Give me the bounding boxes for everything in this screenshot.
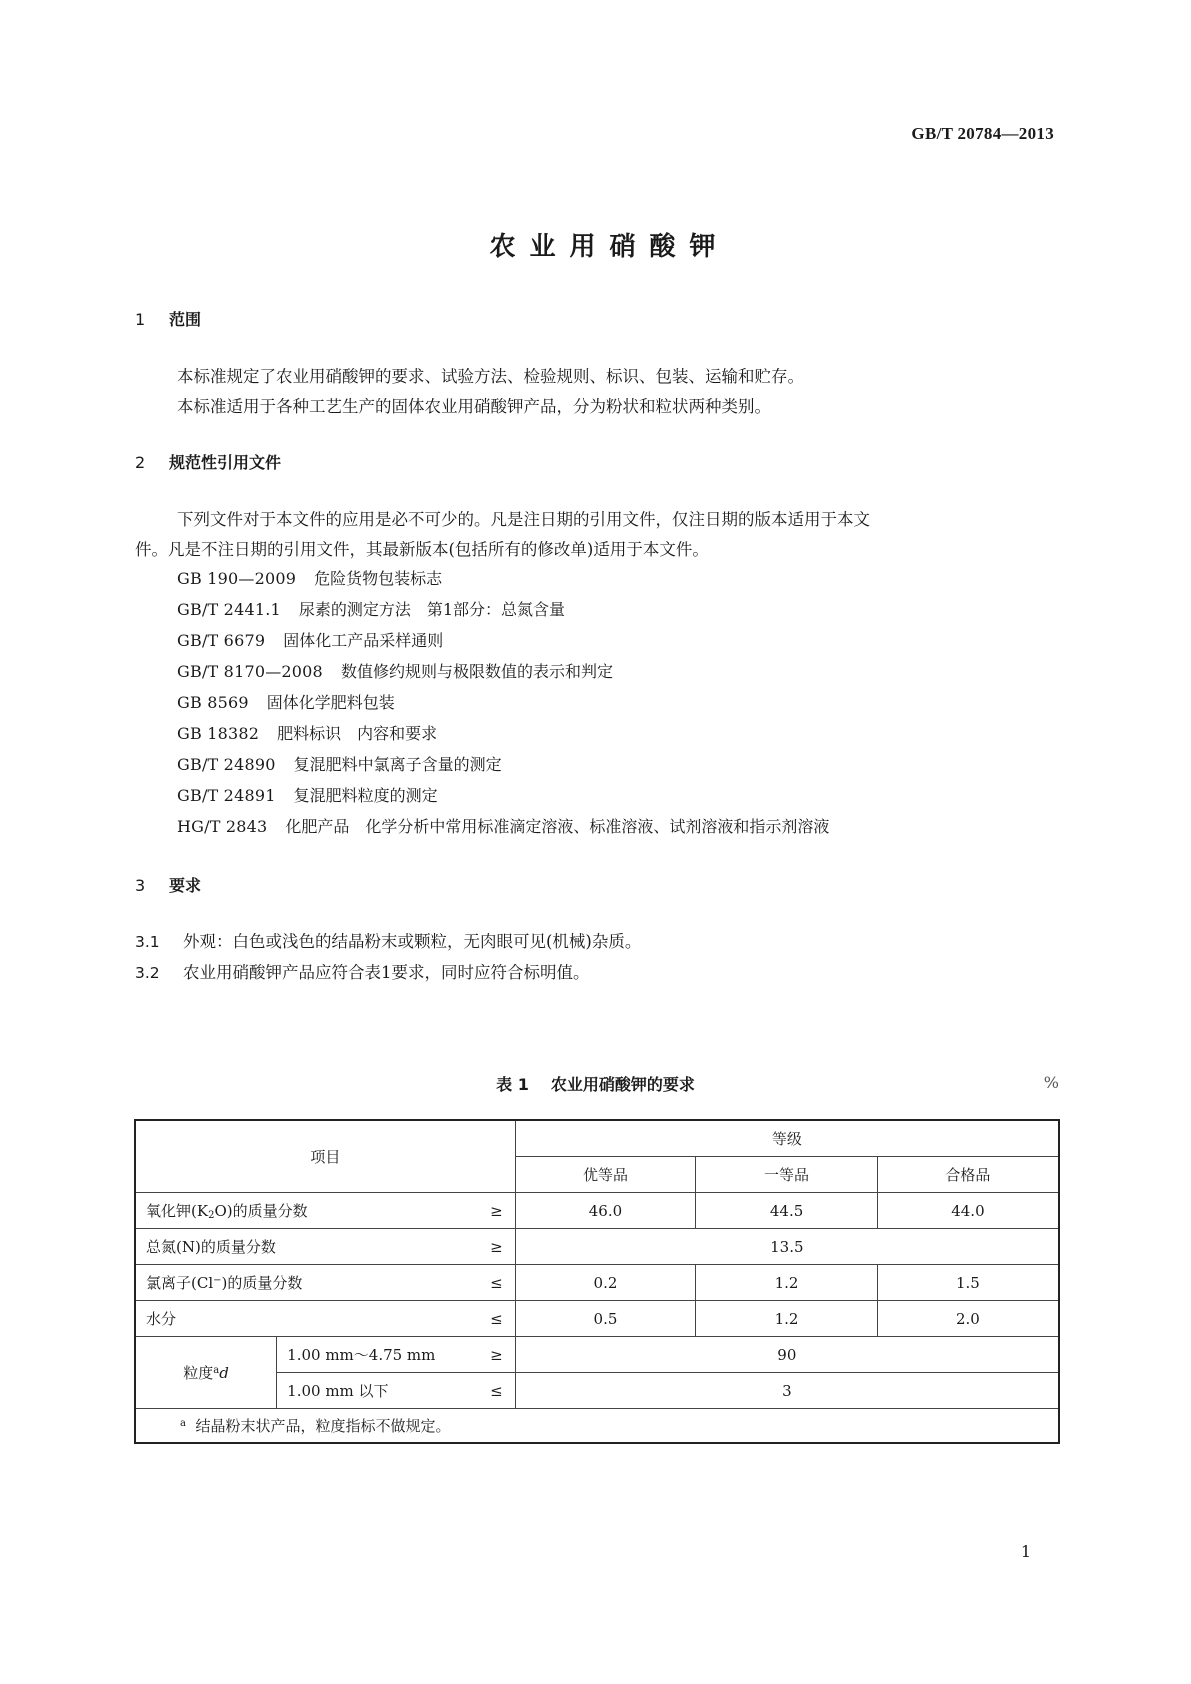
comparison-symbol: ≥ bbox=[470, 1337, 515, 1373]
header-item: 项目 bbox=[135, 1120, 515, 1193]
reference-item bbox=[177, 814, 829, 837]
section-1-heading bbox=[135, 307, 201, 330]
reference-item bbox=[177, 659, 613, 682]
reference-item bbox=[177, 566, 442, 589]
reference-code: HG/T 2843 bbox=[177, 817, 268, 836]
reference-name: 危险货物包装标志 bbox=[314, 569, 443, 588]
table-cell: 90 bbox=[515, 1337, 1059, 1373]
table-row bbox=[135, 1301, 1059, 1337]
table-cell: 44.5 bbox=[696, 1193, 878, 1229]
table-note-row bbox=[135, 1409, 1059, 1444]
section-2-heading bbox=[135, 450, 281, 473]
table-cell: 13.5 bbox=[515, 1229, 1059, 1265]
paragraph: 件。凡是不注日期的引用文件，其最新版本(包括所有的修改单)适用于本文件。 bbox=[135, 540, 709, 559]
table-row bbox=[135, 1193, 1059, 1229]
requirements-table bbox=[134, 1119, 1060, 1444]
sub-row-label: 1.00 mm～4.75 mm bbox=[277, 1337, 471, 1373]
comparison-symbol: ≥ bbox=[470, 1229, 515, 1265]
reference-name: 肥料标识 内容和要求 bbox=[277, 724, 438, 743]
table-header-row bbox=[135, 1120, 1059, 1157]
row-label: 总氮(N)的质量分数 bbox=[135, 1229, 470, 1265]
reference-item bbox=[177, 628, 443, 651]
reference-item bbox=[177, 783, 438, 806]
reference-name: 数值修约规则与极限数值的表示和判定 bbox=[340, 662, 613, 681]
reference-code: GB 18382 bbox=[177, 724, 260, 743]
row-label: 水分 bbox=[135, 1301, 470, 1337]
header-grade-1: 优等品 bbox=[515, 1157, 696, 1193]
table-cell: 1.5 bbox=[877, 1265, 1059, 1301]
comparison-symbol: ≥ bbox=[470, 1193, 515, 1229]
row-label: 粒度$^a$d bbox=[135, 1337, 277, 1409]
section-number: 2 bbox=[135, 453, 146, 472]
reference-name: 化肥产品 化学分析中常用标准滴定溶液、标准溶液、试剂溶液和指示剂溶液 bbox=[285, 817, 830, 836]
reference-item bbox=[177, 690, 395, 713]
paragraph: 本标准适用于各种工艺生产的固体农业用硝酸钾产品，分为粉状和粒状两种类别。 bbox=[177, 397, 771, 416]
table-number: 表 1 bbox=[496, 1075, 529, 1094]
reference-code: GB 8569 bbox=[177, 693, 249, 712]
table-cell: 46.0 bbox=[515, 1193, 696, 1229]
paragraph: 本标准规定了农业用硝酸钾的要求、试验方法、检验规则、标识、包装、运输和贮存。 bbox=[177, 367, 804, 386]
header-grade-3: 合格品 bbox=[877, 1157, 1059, 1193]
table-unit: % bbox=[1043, 1073, 1059, 1092]
paragraph: 下列文件对于本文件的应用是必不可少的。凡是注日期的引用文件，仅注日期的版本适用于本文 bbox=[177, 510, 870, 529]
reference-code: GB/T 2441.1 bbox=[177, 600, 281, 619]
table-row bbox=[135, 1229, 1059, 1265]
table-caption bbox=[0, 1072, 1191, 1095]
clause-3-2 bbox=[135, 959, 590, 983]
standard-code: GB/T 20784—2013 bbox=[911, 124, 1054, 143]
section-title: 范围 bbox=[169, 310, 202, 329]
reference-code: GB 190—2009 bbox=[177, 569, 297, 588]
table-row bbox=[135, 1265, 1059, 1301]
comparison-symbol: ≤ bbox=[470, 1373, 515, 1409]
reference-name: 复混肥料粒度的测定 bbox=[293, 786, 438, 805]
reference-code: GB/T 24890 bbox=[177, 755, 276, 774]
clause-text: 农业用硝酸钾产品应符合表1要求，同时应符合标明值。 bbox=[183, 963, 590, 982]
reference-item bbox=[177, 721, 437, 744]
clause-number: 3.1 bbox=[135, 933, 160, 951]
reference-code: GB/T 8170—2008 bbox=[177, 662, 323, 681]
reference-code: GB/T 24891 bbox=[177, 786, 276, 805]
section-title: 要求 bbox=[169, 876, 202, 895]
comparison-symbol: ≤ bbox=[470, 1301, 515, 1337]
reference-name: 尿素的测定方法 第1部分：总氮含量 bbox=[298, 600, 566, 619]
comparison-symbol: ≤ bbox=[470, 1265, 515, 1301]
header-grade: 等级 bbox=[515, 1120, 1059, 1157]
reference-name: 固体化工产品采样通则 bbox=[283, 631, 444, 650]
clause-3-1 bbox=[135, 928, 641, 952]
section-number: 3 bbox=[135, 876, 146, 895]
table-cell: 1.2 bbox=[696, 1301, 878, 1337]
table-cell: 1.2 bbox=[696, 1265, 878, 1301]
section-number: 1 bbox=[135, 310, 146, 329]
table-cell: 0.5 bbox=[515, 1301, 696, 1337]
reference-item bbox=[177, 597, 565, 620]
row-label: 氧化钾$(K_2O)$的质量分数 bbox=[135, 1193, 470, 1229]
table-cell: 2.0 bbox=[877, 1301, 1059, 1337]
header-grade-2: 一等品 bbox=[696, 1157, 878, 1193]
table-cell: 44.0 bbox=[877, 1193, 1059, 1229]
clause-number: 3.2 bbox=[135, 964, 160, 982]
reference-name: 固体化学肥料包装 bbox=[266, 693, 395, 712]
document-title: 农业用硝酸钾 bbox=[489, 232, 730, 262]
section-3-heading bbox=[135, 873, 201, 896]
table-row bbox=[135, 1337, 1059, 1373]
table-cell: 0.2 bbox=[515, 1265, 696, 1301]
reference-name: 复混肥料中氯离子含量的测定 bbox=[293, 755, 502, 774]
section-title: 规范性引用文件 bbox=[169, 453, 282, 472]
table-footnote: $^a$ 结晶粉末状产品，粒度指标不做规定。 bbox=[135, 1409, 1059, 1444]
table-cell: 3 bbox=[515, 1373, 1059, 1409]
sub-row-label: 1.00 mm 以下 bbox=[277, 1373, 471, 1409]
page-number: 1 bbox=[1020, 1542, 1031, 1561]
table-caption-text: 农业用硝酸钾的要求 bbox=[550, 1075, 695, 1094]
reference-code: GB/T 6679 bbox=[177, 631, 266, 650]
clause-text: 外观：白色或浅色的结晶粉末或颗粒，无肉眼可见(机械)杂质。 bbox=[183, 932, 642, 951]
reference-item bbox=[177, 752, 502, 775]
row-label: 氯离子(Cl−)的质量分数 bbox=[135, 1265, 470, 1301]
